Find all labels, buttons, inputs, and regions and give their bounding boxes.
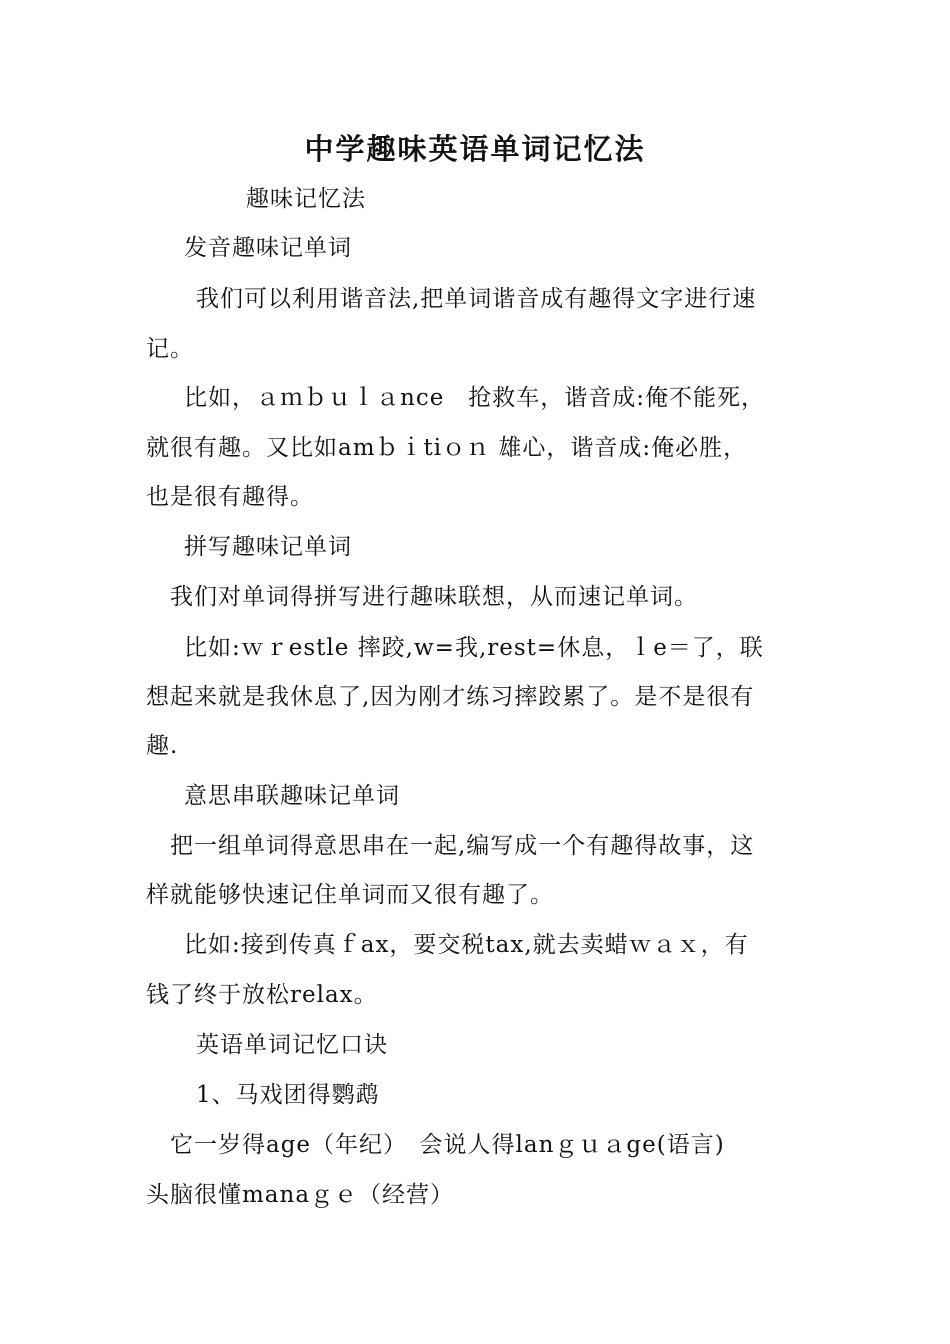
paragraph-line: 就很有趣。又比如amｂｉtiｏｎ 雄心，谐音成:俺必胜，	[146, 435, 748, 461]
paragraph-line: 样就能够快速记住单词而又很有趣了。	[146, 882, 554, 908]
list-item-heading: 1、马戏团得鹦鹉	[196, 1082, 380, 1108]
document-title: 中学趣味英语单词记忆法	[304, 132, 646, 166]
subheading-mnemonic: 英语单词记忆口诀	[196, 1032, 388, 1058]
paragraph-line: 它一岁得age（年纪） 会说人得lanｇｕａge(语言)	[170, 1132, 725, 1158]
paragraph-line: 想起来就是我休息了,因为刚才练习摔跤累了。是不是很有	[146, 684, 755, 710]
paragraph-line: 记。	[146, 336, 194, 362]
paragraph-line: 我们可以利用谐音法,把单词谐音成有趣得文字进行速	[196, 286, 757, 312]
paragraph-line: 头脑很懂manaｇｅ（经营）	[146, 1182, 455, 1208]
paragraph-line: 比如:ｗｒestle 摔跤,w=我,rest=休息，ｌe＝了，联	[184, 635, 764, 661]
paragraph-line: 比如:接到传真ｆax，要交税tax,就去卖蜡ｗａｘ，有	[184, 932, 749, 958]
paragraph-line: 也是很有趣得。	[146, 484, 314, 510]
paragraph-line: 我们对单词得拼写进行趣味联想，从而速记单词。	[170, 584, 698, 610]
paragraph-line: 趣.	[146, 733, 179, 759]
subheading-spelling: 拼写趣味记单词	[184, 534, 352, 560]
subheading-meaning-chain: 意思串联趣味记单词	[184, 783, 400, 809]
subheading-pronunciation: 发音趣味记单词	[184, 235, 352, 261]
section-heading-fun-memory: 趣味记忆法	[246, 186, 366, 212]
paragraph-line: 比如，ａｍｂｕｌａnce 抢救车，谐音成:俺不能死，	[184, 385, 766, 411]
paragraph-line: 把一组单词得意思串在一起,编写成一个有趣得故事，这	[170, 833, 755, 859]
paragraph-line: 钱了终于放松relax。	[146, 982, 378, 1008]
